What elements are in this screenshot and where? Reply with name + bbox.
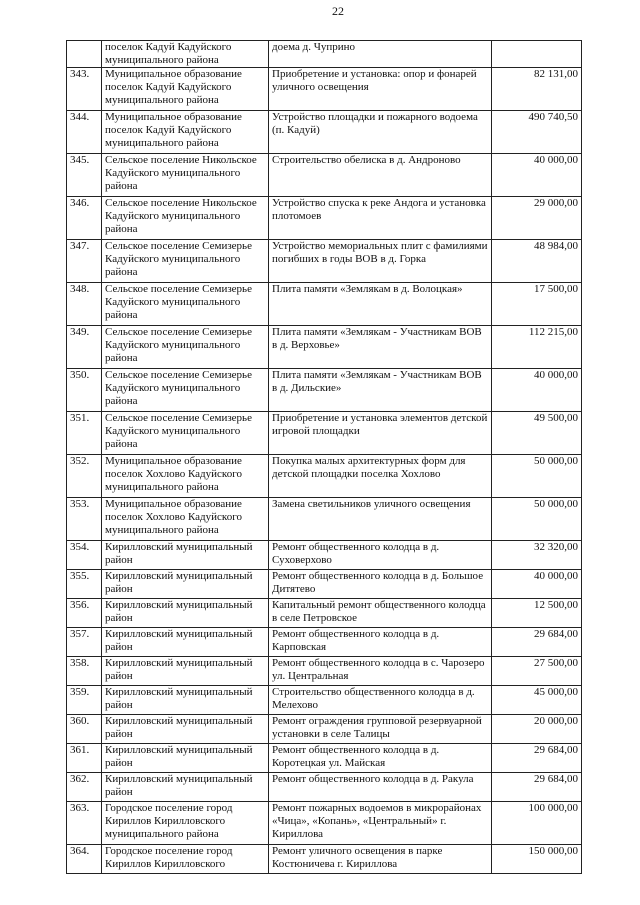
table-row bbox=[67, 240, 582, 283]
recipient-cell: Муниципальное образование поселок Кадуй Кадуйского муниципального района bbox=[102, 111, 269, 154]
purpose-cell: Устройство мемориальных плит с фамилиями погибших в годы ВОВ в д. Горка bbox=[269, 240, 492, 283]
row-number: 347. bbox=[67, 240, 102, 283]
row-number: 349. bbox=[67, 326, 102, 369]
amount-cell: 150 000,00 bbox=[492, 845, 582, 874]
purpose-cell: Ремонт общественного колодца в д. Ракула bbox=[269, 773, 492, 802]
purpose-cell: Замена светильников уличного освещения bbox=[269, 498, 492, 541]
row-number: 362. bbox=[67, 773, 102, 802]
table-row bbox=[67, 41, 582, 68]
amount-cell: 17 500,00 bbox=[492, 283, 582, 326]
purpose-cell: Устройство спуска к реке Андога и установка плотомоев bbox=[269, 197, 492, 240]
table-row bbox=[67, 744, 582, 773]
amount-cell: 82 131,00 bbox=[492, 68, 582, 111]
recipient-cell: Кирилловский муниципальный район bbox=[102, 744, 269, 773]
row-number: 363. bbox=[67, 802, 102, 845]
amount-cell: 29 684,00 bbox=[492, 744, 582, 773]
row-number: 356. bbox=[67, 599, 102, 628]
row-number: 344. bbox=[67, 111, 102, 154]
table-row bbox=[67, 498, 582, 541]
table-row bbox=[67, 455, 582, 498]
recipient-cell: Сельское поселение Семизерье Кадуйского муниципального района bbox=[102, 240, 269, 283]
table-row bbox=[67, 111, 582, 154]
row-number: 345. bbox=[67, 154, 102, 197]
amount-cell bbox=[492, 41, 582, 68]
allocation-table bbox=[66, 40, 582, 874]
recipient-cell: Муниципальное образование поселок Кадуй Кадуйского муниципального района bbox=[102, 68, 269, 111]
amount-cell: 112 215,00 bbox=[492, 326, 582, 369]
recipient-cell: Сельское поселение Семизерье Кадуйского муниципального района bbox=[102, 412, 269, 455]
table-row bbox=[67, 686, 582, 715]
recipient-cell: Кирилловский муниципальный район bbox=[102, 628, 269, 657]
row-number: 358. bbox=[67, 657, 102, 686]
amount-cell: 32 320,00 bbox=[492, 541, 582, 570]
row-number: 343. bbox=[67, 68, 102, 111]
table-row bbox=[67, 657, 582, 686]
amount-cell: 49 500,00 bbox=[492, 412, 582, 455]
recipient-cell: Городское поселение город Кириллов Кирилловского муниципального района bbox=[102, 802, 269, 845]
recipient-cell: Сельское поселение Семизерье Кадуйского муниципального района bbox=[102, 326, 269, 369]
row-number: 355. bbox=[67, 570, 102, 599]
table-row bbox=[67, 570, 582, 599]
row-number bbox=[67, 41, 102, 68]
table-row bbox=[67, 628, 582, 657]
amount-cell: 40 000,00 bbox=[492, 570, 582, 599]
amount-cell: 50 000,00 bbox=[492, 498, 582, 541]
purpose-cell: Плита памяти «Землякам - Участникам ВОВ в д. Дильские» bbox=[269, 369, 492, 412]
recipient-cell: Кирилловский муниципальный район bbox=[102, 599, 269, 628]
table-row bbox=[67, 412, 582, 455]
purpose-cell: Плита памяти «Землякам в д. Волоцкая» bbox=[269, 283, 492, 326]
purpose-cell: Устройство площадки и пожарного водоема (п. Кадуй) bbox=[269, 111, 492, 154]
amount-cell: 29 684,00 bbox=[492, 773, 582, 802]
amount-cell: 29 684,00 bbox=[492, 628, 582, 657]
table-row bbox=[67, 369, 582, 412]
row-number: 364. bbox=[67, 845, 102, 874]
recipient-cell: поселок Кадуй Кадуйского муниципального района bbox=[102, 41, 269, 68]
row-number: 359. bbox=[67, 686, 102, 715]
amount-cell: 490 740,50 bbox=[492, 111, 582, 154]
row-number: 352. bbox=[67, 455, 102, 498]
amount-cell: 50 000,00 bbox=[492, 455, 582, 498]
table-row bbox=[67, 197, 582, 240]
table-row bbox=[67, 773, 582, 802]
amount-cell: 48 984,00 bbox=[492, 240, 582, 283]
row-number: 354. bbox=[67, 541, 102, 570]
purpose-cell: Ремонт ограждения групповой резервуарной установки в селе Талицы bbox=[269, 715, 492, 744]
recipient-cell: Городское поселение город Кириллов Кирилловского bbox=[102, 845, 269, 874]
table-row bbox=[67, 326, 582, 369]
purpose-cell: Покупка малых архитектурных форм для детской площадки поселка Хохлово bbox=[269, 455, 492, 498]
purpose-cell: Ремонт общественного колодца в д. Суховерхово bbox=[269, 541, 492, 570]
recipient-cell: Кирилловский муниципальный район bbox=[102, 773, 269, 802]
recipient-cell: Муниципальное образование поселок Хохлово Кадуйского муниципального района bbox=[102, 455, 269, 498]
page-number: 22 bbox=[332, 4, 344, 18]
recipient-cell: Кирилловский муниципальный район bbox=[102, 715, 269, 744]
table-row bbox=[67, 599, 582, 628]
amount-cell: 20 000,00 bbox=[492, 715, 582, 744]
table-row bbox=[67, 154, 582, 197]
amount-cell: 12 500,00 bbox=[492, 599, 582, 628]
row-number: 351. bbox=[67, 412, 102, 455]
purpose-cell: Строительство общественного колодца в д. Мелехово bbox=[269, 686, 492, 715]
purpose-cell: Приобретение и установка: опор и фонарей уличного освещения bbox=[269, 68, 492, 111]
row-number: 357. bbox=[67, 628, 102, 657]
row-number: 361. bbox=[67, 744, 102, 773]
purpose-cell: Ремонт пожарных водоемов в микрорайонах «Чица», «Копань», «Центральный» г. Кириллова bbox=[269, 802, 492, 845]
recipient-cell: Муниципальное образование поселок Хохлово Кадуйского муниципального района bbox=[102, 498, 269, 541]
row-number: 346. bbox=[67, 197, 102, 240]
recipient-cell: Сельское поселение Семизерье Кадуйского муниципального района bbox=[102, 283, 269, 326]
row-number: 360. bbox=[67, 715, 102, 744]
row-number: 353. bbox=[67, 498, 102, 541]
recipient-cell: Кирилловский муниципальный район bbox=[102, 657, 269, 686]
purpose-cell: Приобретение и установка элементов детской игровой площадки bbox=[269, 412, 492, 455]
table-row bbox=[67, 715, 582, 744]
table-row bbox=[67, 68, 582, 111]
amount-cell: 40 000,00 bbox=[492, 369, 582, 412]
amount-cell: 45 000,00 bbox=[492, 686, 582, 715]
recipient-cell: Кирилловский муниципальный район bbox=[102, 541, 269, 570]
recipient-cell: Кирилловский муниципальный район bbox=[102, 570, 269, 599]
amount-cell: 27 500,00 bbox=[492, 657, 582, 686]
purpose-cell: Ремонт уличного освещения в парке Костюничева г. Кириллова bbox=[269, 845, 492, 874]
amount-cell: 29 000,00 bbox=[492, 197, 582, 240]
table-row bbox=[67, 845, 582, 874]
row-number: 350. bbox=[67, 369, 102, 412]
recipient-cell: Сельское поселение Никольское Кадуйского муниципального района bbox=[102, 154, 269, 197]
purpose-cell: Капитальный ремонт общественного колодца в селе Петровское bbox=[269, 599, 492, 628]
row-number: 348. bbox=[67, 283, 102, 326]
table-row bbox=[67, 802, 582, 845]
amount-cell: 40 000,00 bbox=[492, 154, 582, 197]
purpose-cell: доема д. Чуприно bbox=[269, 41, 492, 68]
purpose-cell: Ремонт общественного колодца в с. Чарозеро ул. Центральная bbox=[269, 657, 492, 686]
purpose-cell: Строительство обелиска в д. Андроново bbox=[269, 154, 492, 197]
purpose-cell: Ремонт общественного колодца в д. Большое Дитятево bbox=[269, 570, 492, 599]
amount-cell: 100 000,00 bbox=[492, 802, 582, 845]
purpose-cell: Плита памяти «Землякам - Участникам ВОВ в д. Верховье» bbox=[269, 326, 492, 369]
recipient-cell: Кирилловский муниципальный район bbox=[102, 686, 269, 715]
recipient-cell: Сельское поселение Семизерье Кадуйского муниципального района bbox=[102, 369, 269, 412]
table-row bbox=[67, 541, 582, 570]
purpose-cell: Ремонт общественного колодца в д. Карповская bbox=[269, 628, 492, 657]
table-row bbox=[67, 283, 582, 326]
recipient-cell: Сельское поселение Никольское Кадуйского муниципального района bbox=[102, 197, 269, 240]
purpose-cell: Ремонт общественного колодца в д. Коротецкая ул. Майская bbox=[269, 744, 492, 773]
